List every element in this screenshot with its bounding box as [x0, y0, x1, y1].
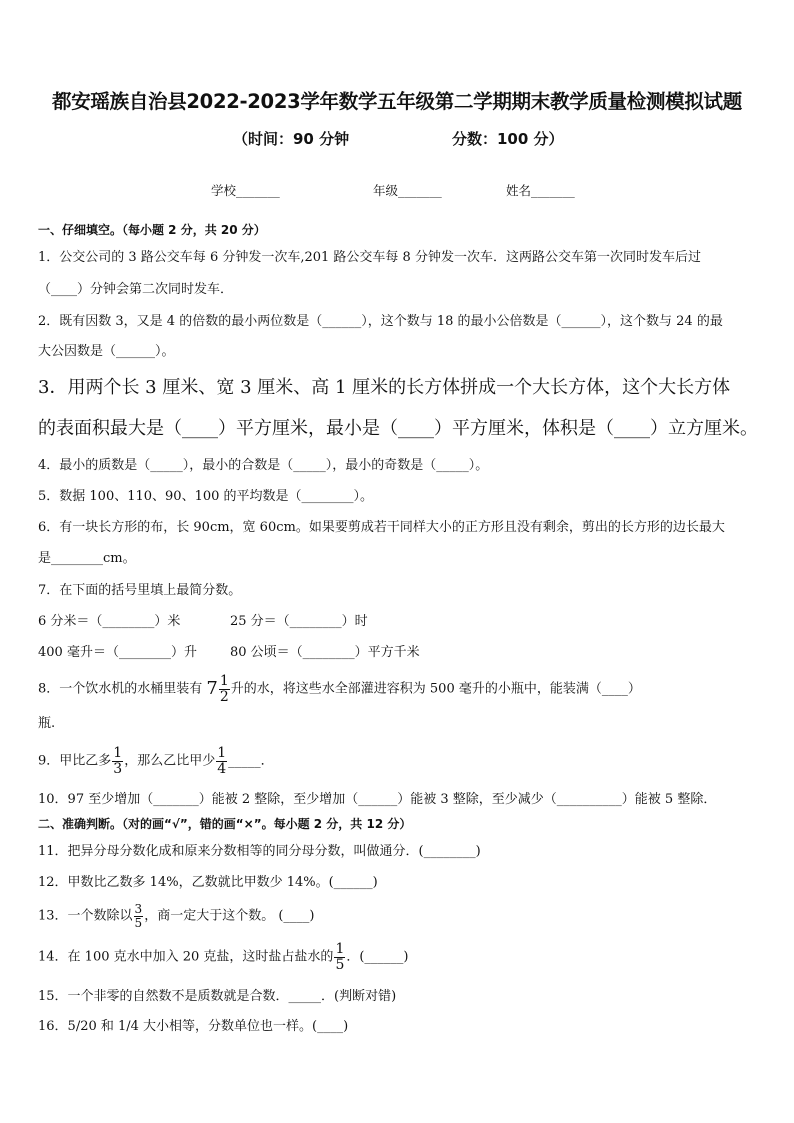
- question-13-fraction: [134, 903, 144, 929]
- question-14-fraction: [334, 942, 345, 972]
- fraction-denominator: 5: [335, 956, 345, 973]
- section-1-heading: 一、仔细填空。（每小题 2 分，共 20 分）: [38, 223, 266, 237]
- question-13-text-pre: 13．一个数除以: [38, 908, 133, 924]
- question-8-line-2: 瓶.: [38, 716, 56, 731]
- fraction-numerator: 3: [134, 902, 143, 916]
- question-8-text-pre: 8．一个饮水机的水桶里装有: [38, 681, 207, 697]
- question-8-mixed-whole: 7: [206, 678, 218, 700]
- question-10: 10．97 至少增加（_______）能被 2 整除，至少增加（______）能被 3 整除，至少减少（__________）能被 5 整除．: [38, 792, 717, 807]
- fraction-denominator: 5: [134, 915, 143, 930]
- question-2-line-1: 2．既有因数 3，又是 4 的倍数的最小两位数是（______），这个数与 18 的最小公倍数是（______），这个数与 24 的最: [38, 314, 723, 329]
- fraction-numerator: 1: [113, 745, 123, 761]
- fraction-numerator: 1: [217, 745, 227, 761]
- question-12: 12．甲数比乙数多 14%，乙数就比甲数少 14%。(______): [38, 875, 378, 890]
- fraction-numerator: 1: [219, 673, 229, 689]
- question-15: 15．一个非零的自然数不是质数就是合数．_____．(判断对错): [38, 989, 397, 1004]
- question-11: 11．把异分母分数化成和原来分数相等的同分母分数，叫做通分．(________): [38, 844, 481, 859]
- question-9-text-pre: 9．甲比乙多: [38, 753, 112, 769]
- question-13: [38, 903, 314, 929]
- question-16: 16．5/20 和 1/4 大小相等，分数单位也一样。(____): [38, 1019, 349, 1034]
- question-8-line-1: [38, 674, 641, 704]
- question-4: 4．最小的质数是（_____），最小的合数是（_____），最小的奇数是（_____）。: [38, 458, 489, 473]
- fraction-denominator: 2: [219, 688, 229, 705]
- question-7-a: 6 分米＝（________）米: [38, 614, 181, 629]
- question-9-fraction-2: [216, 746, 227, 776]
- question-1-line-2: （____）分钟会第二次同时发车．: [38, 282, 234, 297]
- question-9-fraction-1: [112, 746, 123, 776]
- fraction-denominator: 4: [217, 760, 227, 777]
- question-14: [38, 942, 409, 972]
- question-9: [38, 746, 274, 776]
- school-field: 学校_______: [211, 183, 280, 198]
- grade-field: 年级_______: [373, 183, 442, 198]
- question-9-text-post: _____．: [228, 753, 274, 769]
- question-3-line-2: 的表面积最大是（____）平方厘米，最小是（____）平方厘米，体积是（____）立方厘米。: [38, 418, 758, 439]
- question-7-b: 25 分＝（________）时: [230, 614, 368, 629]
- fraction-numerator: 1: [335, 941, 345, 957]
- section-2-heading: 二、准确判断。（对的画“√”，错的画“×”。每小题 2 分，共 12 分）: [38, 817, 412, 831]
- question-1-line-1: 1．公交公司的 3 路公交车每 6 分钟发一次车,201 路公交车每 8 分钟发一次车．这两路公交车第一次同时发车后过: [38, 250, 701, 265]
- question-5: 5．数据 100、110、90、100 的平均数是（________）。: [38, 489, 374, 504]
- question-7-d: 80 公顷＝（________）平方千米: [230, 645, 420, 660]
- question-9-text-mid: ，那么乙比甲少: [124, 753, 216, 769]
- exam-time: （时间：90 分钟: [233, 130, 350, 148]
- exam-score: 分数：100 分）: [452, 130, 564, 148]
- question-7-c: 400 毫升＝（________）升: [38, 645, 197, 660]
- question-8-fraction: [219, 674, 230, 704]
- question-14-text-pre: 14．在 100 克水中加入 20 克盐，这时盐占盐水的: [38, 949, 334, 965]
- question-7: 7．在下面的括号里填上最简分数。: [38, 583, 242, 598]
- question-13-text-post: ，商一定大于这个数。 (____): [144, 908, 315, 924]
- name-field: 姓名_______: [506, 183, 575, 198]
- question-2-line-2: 大公因数是（______）。: [38, 344, 175, 359]
- question-6-line-2: 是________cm。: [38, 551, 136, 566]
- question-3-line-1: 3．用两个长 3 厘米、宽 3 厘米、高 1 厘米的长方体拼成一个大长方体，这个大长方体: [38, 377, 731, 398]
- question-14-text-post: ．(______): [346, 949, 409, 965]
- fraction-denominator: 3: [113, 760, 123, 777]
- page-title: 都安瑶族自治县2022-2023学年数学五年级第二学期期末教学质量检测模拟试题: [52, 90, 742, 113]
- question-8-text-post: 升的水，将这些水全部灌进容积为 500 毫升的小瓶中，能装满（____）: [230, 681, 641, 697]
- question-6-line-1: 6．有一块长方形的布，长 90cm，宽 60cm。如果要剪成若干同样大小的正方形且没有剩余，剪出的长方形的边长最大: [38, 520, 725, 535]
